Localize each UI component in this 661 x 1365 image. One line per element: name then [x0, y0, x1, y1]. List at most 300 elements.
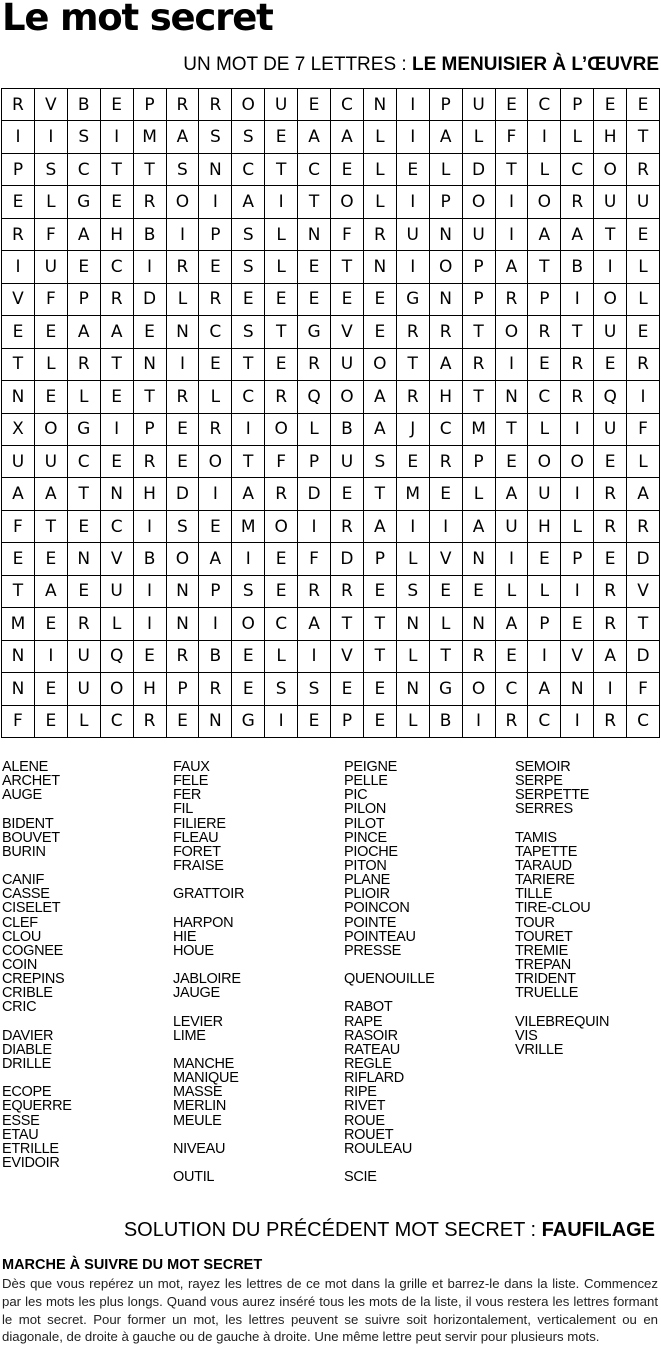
grid-cell[interactable]: O [528, 186, 561, 218]
grid-cell[interactable]: I [298, 641, 331, 673]
grid-cell[interactable]: R [167, 251, 200, 283]
grid-cell[interactable]: E [35, 706, 68, 738]
grid-cell[interactable]: T [594, 219, 627, 251]
grid-cell[interactable]: E [101, 186, 134, 218]
grid-cell[interactable]: S [232, 251, 265, 283]
grid-cell[interactable]: P [199, 219, 232, 251]
grid-cell[interactable]: P [199, 576, 232, 608]
grid-cell[interactable]: N [430, 219, 463, 251]
grid-cell[interactable]: C [199, 316, 232, 348]
grid-cell[interactable]: L [35, 349, 68, 381]
grid-cell[interactable]: E [364, 316, 397, 348]
grid-cell[interactable]: V [561, 641, 594, 673]
grid-cell[interactable]: P [463, 446, 496, 478]
word-list-item[interactable]: DRILLE [2, 1055, 51, 1072]
word-list-item[interactable]: FELE [173, 773, 209, 790]
grid-cell[interactable]: R [561, 186, 594, 218]
grid-cell[interactable]: C [561, 154, 594, 186]
grid-cell[interactable]: T [627, 608, 660, 640]
word-list-item[interactable]: CRIC [2, 999, 37, 1016]
word-list-item[interactable]: TARAUD [515, 857, 572, 874]
grid-cell[interactable]: R [265, 381, 298, 413]
grid-cell[interactable]: P [68, 284, 101, 316]
grid-cell[interactable]: D [298, 478, 331, 510]
word-list-item[interactable]: RAPE [344, 1013, 383, 1030]
grid-cell[interactable]: B [68, 89, 101, 121]
grid-cell[interactable]: I [134, 251, 167, 283]
grid-cell[interactable]: P [364, 543, 397, 575]
grid-cell[interactable]: R [298, 576, 331, 608]
grid-cell[interactable]: E [167, 446, 200, 478]
grid-cell[interactable]: E [331, 154, 364, 186]
word-list-item[interactable]: TRIDENT [515, 971, 576, 988]
grid-cell[interactable]: L [627, 284, 660, 316]
grid-cell[interactable]: F [35, 284, 68, 316]
grid-cell[interactable]: R [430, 446, 463, 478]
grid-cell[interactable]: E [430, 478, 463, 510]
grid-cell[interactable]: U [496, 511, 529, 543]
word-list-item[interactable]: TAMIS [515, 829, 557, 846]
word-list-item[interactable]: NIVEAU [173, 1140, 226, 1157]
grid-cell[interactable]: E [265, 543, 298, 575]
grid-cell[interactable]: I [397, 511, 430, 543]
grid-cell[interactable]: A [298, 121, 331, 153]
grid-cell[interactable]: D [463, 154, 496, 186]
word-list-item[interactable]: SERPE [515, 773, 563, 790]
word-list-item[interactable]: HIE [173, 928, 197, 945]
word-list-item[interactable]: RIVET [344, 1098, 386, 1115]
grid-cell[interactable]: C [496, 673, 529, 705]
grid-cell[interactable]: Q [594, 381, 627, 413]
word-list-item[interactable]: ETRILLE [2, 1140, 59, 1157]
grid-cell[interactable]: C [265, 608, 298, 640]
grid-cell[interactable]: H [134, 673, 167, 705]
grid-cell[interactable]: A [594, 641, 627, 673]
grid-cell[interactable]: T [528, 251, 561, 283]
grid-cell[interactable]: E [594, 349, 627, 381]
grid-cell[interactable]: C [232, 381, 265, 413]
grid-cell[interactable]: O [331, 381, 364, 413]
grid-cell[interactable]: C [101, 251, 134, 283]
grid-cell[interactable]: X [2, 414, 35, 446]
grid-cell[interactable]: I [528, 121, 561, 153]
grid-cell[interactable]: L [528, 154, 561, 186]
word-list-item[interactable]: TRUELLE [515, 985, 579, 1002]
grid-cell[interactable]: N [2, 641, 35, 673]
grid-cell[interactable]: E [364, 576, 397, 608]
grid-cell[interactable]: P [430, 186, 463, 218]
grid-cell[interactable]: R [627, 154, 660, 186]
grid-cell[interactable]: L [397, 641, 430, 673]
grid-cell[interactable]: E [265, 121, 298, 153]
grid-cell[interactable]: B [134, 219, 167, 251]
grid-cell[interactable]: N [134, 349, 167, 381]
grid-cell[interactable]: O [528, 446, 561, 478]
grid-cell[interactable]: E [397, 446, 430, 478]
grid-cell[interactable]: U [463, 89, 496, 121]
word-list-item[interactable]: ROULEAU [344, 1140, 412, 1157]
grid-cell[interactable]: O [430, 251, 463, 283]
grid-cell[interactable]: A [496, 478, 529, 510]
grid-cell[interactable]: E [298, 251, 331, 283]
grid-cell[interactable]: R [68, 349, 101, 381]
word-list-item[interactable]: DIABLE [2, 1041, 52, 1058]
grid-cell[interactable]: O [594, 154, 627, 186]
grid-cell[interactable]: N [430, 284, 463, 316]
grid-cell[interactable]: V [331, 641, 364, 673]
grid-cell[interactable]: R [167, 641, 200, 673]
word-list-item[interactable]: SERPETTE [515, 787, 590, 804]
grid-cell[interactable]: I [561, 414, 594, 446]
grid-cell[interactable]: R [463, 349, 496, 381]
word-list-item[interactable]: AUGE [2, 787, 42, 804]
grid-cell[interactable]: E [298, 706, 331, 738]
grid-cell[interactable]: V [627, 576, 660, 608]
word-list-item[interactable]: CREPINS [2, 971, 65, 988]
word-list-item[interactable]: MANIQUE [173, 1070, 239, 1087]
grid-cell[interactable]: N [397, 673, 430, 705]
grid-cell[interactable]: C [298, 154, 331, 186]
grid-cell[interactable]: S [265, 673, 298, 705]
word-list-item[interactable]: COIN [2, 956, 38, 973]
grid-cell[interactable]: I [561, 478, 594, 510]
grid-cell[interactable]: A [2, 478, 35, 510]
grid-cell[interactable]: E [528, 543, 561, 575]
word-list-item[interactable]: REGLE [344, 1055, 392, 1072]
grid-cell[interactable]: V [35, 89, 68, 121]
word-list-item[interactable]: PEIGNE [344, 759, 397, 775]
grid-cell[interactable]: T [2, 576, 35, 608]
grid-cell[interactable]: G [298, 316, 331, 348]
grid-cell[interactable]: F [627, 414, 660, 446]
grid-cell[interactable]: E [627, 219, 660, 251]
grid-cell[interactable]: N [167, 316, 200, 348]
grid-cell[interactable]: T [561, 316, 594, 348]
grid-cell[interactable]: L [364, 154, 397, 186]
grid-cell[interactable]: L [463, 121, 496, 153]
grid-cell[interactable]: N [2, 673, 35, 705]
grid-cell[interactable]: L [397, 543, 430, 575]
word-list-item[interactable]: RATEAU [344, 1041, 400, 1058]
grid-cell[interactable]: I [265, 186, 298, 218]
grid-cell[interactable]: R [594, 706, 627, 738]
grid-cell[interactable]: R [265, 478, 298, 510]
grid-cell[interactable]: C [627, 706, 660, 738]
grid-cell[interactable]: L [528, 414, 561, 446]
grid-cell[interactable]: E [331, 673, 364, 705]
grid-cell[interactable]: T [463, 316, 496, 348]
grid-cell[interactable]: E [68, 576, 101, 608]
word-list-item[interactable]: MERLIN [173, 1098, 226, 1115]
grid-cell[interactable]: M [397, 478, 430, 510]
grid-cell[interactable]: E [2, 186, 35, 218]
grid-cell[interactable]: E [35, 316, 68, 348]
grid-cell[interactable]: L [627, 251, 660, 283]
grid-cell[interactable]: R [364, 219, 397, 251]
grid-cell[interactable]: S [232, 219, 265, 251]
grid-cell[interactable]: C [68, 446, 101, 478]
word-list-item[interactable]: VILEBREQUIN [515, 1013, 610, 1030]
grid-cell[interactable]: O [561, 446, 594, 478]
grid-cell[interactable]: D [134, 284, 167, 316]
grid-cell[interactable]: R [627, 511, 660, 543]
grid-cell[interactable]: U [68, 673, 101, 705]
grid-cell[interactable]: T [134, 154, 167, 186]
grid-cell[interactable]: M [2, 608, 35, 640]
grid-cell[interactable]: E [298, 284, 331, 316]
grid-cell[interactable]: A [463, 511, 496, 543]
grid-cell[interactable]: O [199, 446, 232, 478]
grid-cell[interactable]: V [430, 543, 463, 575]
grid-cell[interactable]: P [463, 251, 496, 283]
grid-cell[interactable]: D [167, 478, 200, 510]
grid-cell[interactable]: S [167, 154, 200, 186]
grid-cell[interactable]: R [561, 381, 594, 413]
grid-cell[interactable]: U [35, 446, 68, 478]
grid-cell[interactable]: Q [298, 381, 331, 413]
grid-cell[interactable]: I [561, 706, 594, 738]
grid-cell[interactable]: E [199, 349, 232, 381]
grid-cell[interactable]: N [199, 706, 232, 738]
grid-cell[interactable]: T [265, 154, 298, 186]
grid-cell[interactable]: A [298, 608, 331, 640]
grid-cell[interactable]: L [199, 381, 232, 413]
grid-cell[interactable]: R [594, 511, 627, 543]
word-list-item[interactable]: POINTEAU [344, 928, 416, 945]
grid-cell[interactable]: T [496, 414, 529, 446]
grid-cell[interactable]: P [561, 89, 594, 121]
grid-cell[interactable]: R [167, 89, 200, 121]
grid-cell[interactable]: L [68, 706, 101, 738]
word-list-item[interactable]: ROUET [344, 1126, 394, 1143]
grid-cell[interactable]: O [232, 608, 265, 640]
grid-cell[interactable]: R [496, 284, 529, 316]
grid-cell[interactable]: R [331, 511, 364, 543]
grid-cell[interactable]: E [265, 284, 298, 316]
word-list-item[interactable]: CRIBLE [2, 985, 53, 1002]
word-list-item[interactable]: BURIN [2, 843, 46, 860]
word-list-item[interactable]: VIS [515, 1027, 538, 1044]
grid-cell[interactable]: E [68, 251, 101, 283]
grid-cell[interactable]: R [430, 316, 463, 348]
grid-cell[interactable]: B [430, 706, 463, 738]
grid-cell[interactable]: T [134, 381, 167, 413]
grid-cell[interactable]: E [68, 511, 101, 543]
grid-cell[interactable]: G [397, 284, 430, 316]
grid-cell[interactable]: D [627, 641, 660, 673]
grid-cell[interactable]: E [134, 641, 167, 673]
grid-cell[interactable]: I [101, 121, 134, 153]
word-list-item[interactable]: HARPON [173, 914, 234, 931]
grid-cell[interactable]: L [364, 121, 397, 153]
grid-cell[interactable]: I [134, 608, 167, 640]
grid-cell[interactable]: I [561, 576, 594, 608]
grid-cell[interactable]: A [528, 219, 561, 251]
grid-cell[interactable]: R [167, 381, 200, 413]
grid-cell[interactable]: N [397, 608, 430, 640]
grid-cell[interactable]: A [627, 478, 660, 510]
grid-cell[interactable]: R [298, 349, 331, 381]
grid-cell[interactable]: I [134, 511, 167, 543]
grid-cell[interactable]: F [627, 673, 660, 705]
grid-cell[interactable]: S [298, 673, 331, 705]
grid-cell[interactable]: E [265, 349, 298, 381]
grid-cell[interactable]: E [101, 89, 134, 121]
grid-cell[interactable]: E [331, 478, 364, 510]
grid-cell[interactable]: I [167, 349, 200, 381]
grid-cell[interactable]: N [561, 673, 594, 705]
grid-cell[interactable]: E [496, 641, 529, 673]
grid-cell[interactable]: I [2, 121, 35, 153]
grid-cell[interactable]: P [2, 154, 35, 186]
grid-cell[interactable]: T [430, 641, 463, 673]
word-list-item[interactable]: PIOCHE [344, 843, 398, 860]
grid-cell[interactable]: E [364, 706, 397, 738]
grid-cell[interactable]: I [298, 511, 331, 543]
word-list-item[interactable]: VRILLE [515, 1041, 564, 1058]
word-list-item[interactable]: ESSE [2, 1112, 40, 1129]
grid-cell[interactable]: E [167, 414, 200, 446]
grid-cell[interactable]: C [232, 154, 265, 186]
grid-cell[interactable]: O [101, 673, 134, 705]
grid-cell[interactable]: I [496, 543, 529, 575]
grid-cell[interactable]: P [134, 414, 167, 446]
grid-cell[interactable]: N [496, 381, 529, 413]
word-list-item[interactable]: FIL [173, 801, 194, 818]
grid-cell[interactable]: H [101, 219, 134, 251]
grid-cell[interactable]: N [463, 543, 496, 575]
grid-cell[interactable]: T [232, 349, 265, 381]
grid-cell[interactable]: N [167, 576, 200, 608]
grid-cell[interactable]: M [232, 511, 265, 543]
grid-cell[interactable]: N [199, 154, 232, 186]
grid-cell[interactable]: E [430, 576, 463, 608]
grid-cell[interactable]: E [594, 446, 627, 478]
grid-cell[interactable]: I [199, 186, 232, 218]
word-list-item[interactable]: PILON [344, 801, 387, 818]
word-list-item[interactable]: PRESSE [344, 942, 402, 959]
grid-cell[interactable]: N [2, 381, 35, 413]
grid-cell[interactable]: L [627, 446, 660, 478]
word-list-item[interactable]: OUTIL [173, 1169, 215, 1186]
grid-cell[interactable]: A [68, 316, 101, 348]
grid-cell[interactable]: S [232, 316, 265, 348]
word-list-item[interactable]: ETAU [2, 1126, 39, 1143]
grid-cell[interactable]: E [364, 284, 397, 316]
grid-cell[interactable]: I [528, 641, 561, 673]
grid-cell[interactable]: I [627, 381, 660, 413]
grid-cell[interactable]: L [68, 381, 101, 413]
grid-cell[interactable]: L [265, 251, 298, 283]
grid-cell[interactable]: G [232, 706, 265, 738]
word-list-item[interactable]: JAUGE [173, 985, 220, 1002]
grid-cell[interactable]: U [594, 186, 627, 218]
grid-cell[interactable]: P [528, 284, 561, 316]
grid-cell[interactable]: T [298, 186, 331, 218]
grid-cell[interactable]: M [134, 121, 167, 153]
grid-cell[interactable]: A [199, 543, 232, 575]
grid-cell[interactable]: E [627, 316, 660, 348]
grid-cell[interactable]: E [101, 381, 134, 413]
word-list-item[interactable]: TARIERE [515, 872, 575, 889]
word-list-item[interactable]: FLEAU [173, 829, 219, 846]
grid-cell[interactable]: F [298, 543, 331, 575]
word-list-item[interactable]: SCIE [344, 1169, 377, 1186]
grid-cell[interactable]: P [167, 673, 200, 705]
word-list-item[interactable]: FAUX [173, 759, 210, 775]
grid-cell[interactable]: I [232, 543, 265, 575]
grid-cell[interactable]: R [199, 89, 232, 121]
word-list-item[interactable]: HOUE [173, 942, 214, 959]
grid-cell[interactable]: N [68, 543, 101, 575]
grid-cell[interactable]: P [298, 446, 331, 478]
grid-cell[interactable]: T [463, 381, 496, 413]
grid-cell[interactable]: O [463, 673, 496, 705]
grid-cell[interactable]: C [101, 511, 134, 543]
grid-cell[interactable]: I [265, 706, 298, 738]
grid-cell[interactable]: O [265, 511, 298, 543]
grid-cell[interactable]: E [101, 446, 134, 478]
grid-cell[interactable]: N [101, 478, 134, 510]
grid-cell[interactable]: O [496, 316, 529, 348]
grid-cell[interactable]: B [331, 414, 364, 446]
grid-cell[interactable]: S [35, 154, 68, 186]
word-list-item[interactable]: PINCE [344, 829, 387, 846]
grid-cell[interactable]: A [364, 381, 397, 413]
word-list-item[interactable]: PLIOIR [344, 886, 390, 903]
grid-cell[interactable]: T [35, 511, 68, 543]
grid-cell[interactable]: E [463, 576, 496, 608]
word-list-item[interactable]: TREPAN [515, 956, 571, 973]
grid-cell[interactable]: L [463, 478, 496, 510]
grid-cell[interactable]: I [134, 576, 167, 608]
word-list-item[interactable]: TOUR [515, 914, 555, 931]
grid-cell[interactable]: G [68, 414, 101, 446]
word-list-item[interactable]: FORET [173, 843, 221, 860]
grid-cell[interactable]: T [364, 478, 397, 510]
grid-cell[interactable]: C [68, 154, 101, 186]
grid-cell[interactable]: E [35, 543, 68, 575]
grid-cell[interactable]: V [2, 284, 35, 316]
grid-cell[interactable]: T [627, 121, 660, 153]
grid-cell[interactable]: A [331, 121, 364, 153]
word-list-item[interactable]: LIME [173, 1027, 206, 1044]
grid-cell[interactable]: S [232, 576, 265, 608]
word-list-item[interactable]: CANIF [2, 872, 45, 889]
grid-cell[interactable]: E [594, 89, 627, 121]
grid-cell[interactable]: J [397, 414, 430, 446]
grid-cell[interactable]: N [298, 219, 331, 251]
word-list-item[interactable]: CLEF [2, 914, 38, 931]
grid-cell[interactable]: L [496, 576, 529, 608]
grid-cell[interactable]: O [167, 543, 200, 575]
grid-cell[interactable]: E [331, 284, 364, 316]
grid-cell[interactable]: L [561, 121, 594, 153]
grid-cell[interactable]: S [68, 121, 101, 153]
grid-cell[interactable]: R [594, 608, 627, 640]
grid-cell[interactable]: I [594, 251, 627, 283]
grid-cell[interactable]: U [331, 349, 364, 381]
grid-cell[interactable]: V [101, 543, 134, 575]
grid-cell[interactable]: P [331, 706, 364, 738]
grid-cell[interactable]: Q [101, 641, 134, 673]
grid-cell[interactable]: I [397, 89, 430, 121]
grid-cell[interactable]: H [594, 121, 627, 153]
grid-cell[interactable]: A [430, 121, 463, 153]
grid-cell[interactable]: R [594, 576, 627, 608]
grid-cell[interactable]: T [265, 316, 298, 348]
grid-cell[interactable]: E [232, 284, 265, 316]
